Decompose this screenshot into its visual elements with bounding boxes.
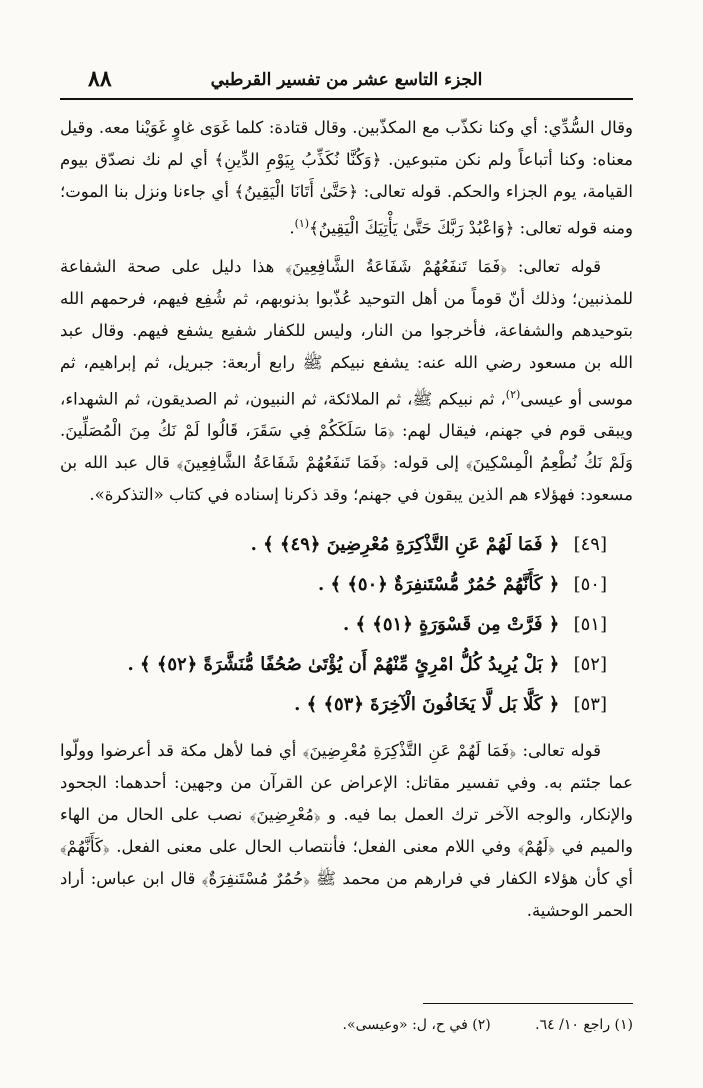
paragraph-2-text-a: قوله تعالى: ﴿فَمَا تَنفَعُهُمْ شَفَاعَةُ الشَّافِعِينَ﴾ هذا دليل على صحة الشفاعة للمذنبين؛ وذلك أنّ قوماً من أهل التوحيد عُذّبوا بذنوبهم، ثم شُفِع فيهم، فرحمهم الله بتوحيدهم والشفاعة، فأخرجوا من النار، وليس للكفار شفيع يشفع فيهم. وقال عبد الله بن مسعود رضي الله عنه: يشفع نبيكم ﷺ رابع أربعة: جبريل، ثم إبراهيم، ثم موسى أو عيسى xyxy=(60,256,634,408)
footnote-1: (١) راجع ١٠/ ٦٤. xyxy=(535,1017,633,1033)
page-body xyxy=(60,112,633,927)
verse-number: [٥١] xyxy=(573,614,607,635)
paragraph-2-text-b: ، ثم نبيكم ﷺ، ثم الملائكة، ثم النبيون، ثم الصديقون، ثم الشهداء، ويبقى قوم في جهنم، فيقال لهم: ﴿مَا سَلَكَكُمْ فِي سَقَرَ، قَالُوا لَمْ نَكُ مِنَ الْمُصَلِّينَ. وَلَمْ نَكُ نُطْعِمُ الْمِسْكِينَ﴾ إلى قوله: ﴿فَمَا تَنفَعُهُمْ شَفَاعَةُ الشَّافِعِينَ﴾ قال عبد الله بن مسعود: فهؤلاء هم الذين يبقون في جهنم؛ وقد ذكرنا إسناده في كتاب «التذكرة». xyxy=(60,389,633,504)
paragraph-2 xyxy=(60,251,633,512)
footnote-divider xyxy=(423,1003,633,1004)
verse-number: [٥٢] xyxy=(573,654,607,675)
verse-text: ﴿ كَلَّا بَل لَّا يَخَافُونَ الْآخِرَةَ ﴿٥٣﴾ ﴾ . xyxy=(294,694,560,715)
footnote-2: (٢) في ح، ل: «وعيسى». xyxy=(342,1017,491,1033)
verse-number: [٥٠] xyxy=(573,574,607,595)
footnote-ref-2: (٢) xyxy=(505,387,521,401)
verse-number: [٤٩] xyxy=(573,534,607,555)
verse-text: ﴿ فَمَا لَهُمْ عَنِ التَّذْكِرَةِ مُعْرِضِينَ ﴿٤٩﴾ ﴾ . xyxy=(250,534,560,555)
footnote-ref-1: (١) xyxy=(294,217,310,230)
verse-line xyxy=(60,565,607,605)
verse-line xyxy=(60,525,607,565)
paragraph-1: وقال السُّدِّي: أي وكنا نكذّب مع المكذّبين. وقال قتادة: كلما غَوَى غاوٍ غَوَيْنا معه. وقيل معناه: وكنا أتباعاً ولم نكن متبوعين. ﴿وَكُنَّا نُكَذِّبُ بِيَوْمِ الدِّينِ﴾ أي لم نك نصدّق بيوم القيامة، يوم الجزاء والحكم. قوله تعالى: ﴿حَتَّىٰ أَتَانَا الْيَقِينُ﴾ أي جاءنا ونزل بنا الموت؛ ومنه قوله تعالى: ﴿وَاعْبُدْ رَبَّكَ حَتَّىٰ يَأْتِيَكَ الْيَقِينُ﴾$^{(١)}$. xyxy=(60,118,633,238)
verse-number: [٥٣] xyxy=(573,694,607,715)
verse-list xyxy=(60,525,633,725)
verse-text: ﴿ كَأَنَّهُمْ حُمُرٌ مُّسْتَنفِرَةٌ ﴿٥٠﴾ ﴾ . xyxy=(318,574,560,595)
page-number: ٨٨ xyxy=(88,66,112,92)
footnotes xyxy=(60,1013,633,1037)
verse-line xyxy=(60,605,607,645)
verse-text: ﴿ فَرَّتْ مِن قَسْوَرَةٍ ﴿٥١﴾ ﴾ . xyxy=(342,614,560,635)
verse-text: ﴿ بَلْ يُرِيدُ كُلُّ امْرِئٍ مِّنْهُمْ أَن يُؤْتَىٰ صُحُفًا مُّنَشَّرَةً ﴿٥٢﴾ ﴾ . xyxy=(127,654,560,675)
verse-line xyxy=(60,685,607,725)
running-title: الجزء التاسع عشر من تفسير القرطبي xyxy=(210,70,483,90)
paragraph-3: قوله تعالى: ﴿فَمَا لَهُمْ عَنِ التَّذْكِرَةِ مُعْرِضِينَ﴾ أي فما لأهل مكة قد أعرضوا وولّوا عما جئتم به. وفي تفسير مقاتل: الإعراض عن القرآن من وجهين: أحدهما: الجحود والإنكار، والوجه الآخر ترك العمل بما فيه. و ﴿مُعْرِضِينَ﴾ نصب على الحال من الهاء والميم في ﴿لَهُمْ﴾ وفي اللام معنى الفعل؛ فأنتصاب الحال على معنى الفعل. ﴿كَأَنَّهُمْ﴾ أي كأن هؤلاء الكفار في فرارهم من محمد ﷺ ﴿حُمُرٌ مُسْتَنفِرَةٌ﴾ قال ابن عباس: أراد الحمر الوحشية. xyxy=(60,741,633,920)
paragraph-1-text: وقال السُّدِّي: أي وكنا نكذّب مع المكذّبين. وقال قتادة: كلما غَوَى غاوٍ غَوَيْنا معه. وقيل معناه: وكنا أتباعاً ولم نكن متبوعين. ﴿وَكُنَّا نُكَذِّبُ بِيَوْمِ الدِّينِ﴾ أي لم نك نصدّق بيوم القيامة، يوم الجزاء والحكم. قوله تعالى: ﴿حَتَّىٰ أَتَانَا الْيَقِينُ﴾ أي جاءنا ونزل بنا الموت؛ ومنه قوله تعالى: ﴿وَاعْبُدْ رَبَّكَ حَتَّىٰ يَأْتِيَكَ الْيَقِينُ﴾ xyxy=(60,118,633,238)
page-header xyxy=(60,62,633,100)
verse-line xyxy=(60,645,607,685)
